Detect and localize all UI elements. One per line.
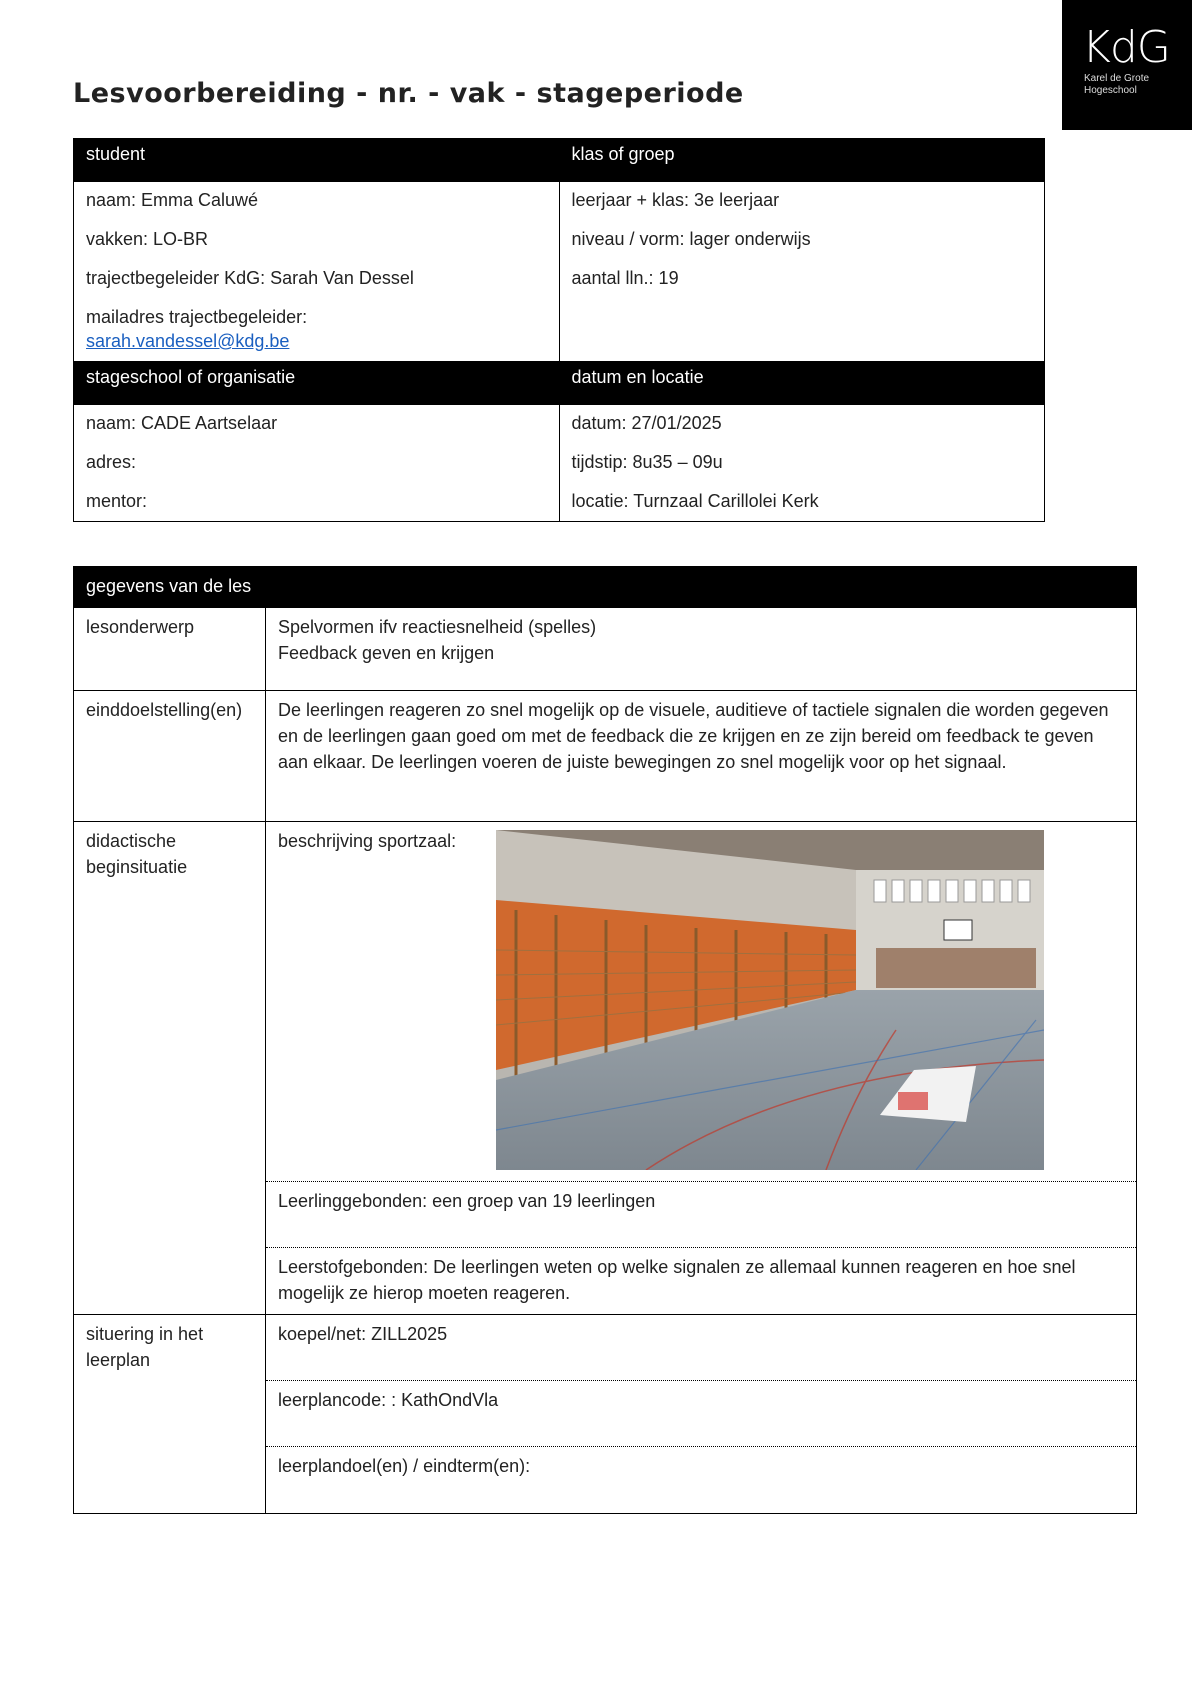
lesson-table bbox=[73, 566, 1137, 1514]
date-header: datum en locatie bbox=[559, 361, 1045, 405]
curriculum-goals: leerplandoel(en) / eindterm(en): bbox=[278, 1456, 531, 1476]
student-name: naam: Emma Caluwé bbox=[86, 190, 259, 210]
kdg-logo bbox=[1062, 0, 1192, 130]
subject-cell bbox=[266, 608, 1137, 691]
curriculum-cell bbox=[266, 1315, 1137, 1514]
lesson-date: datum: 27/01/2025 bbox=[571, 413, 722, 433]
subject-line-2: Feedback geven en krijgen bbox=[278, 643, 495, 663]
lesson-location: locatie: Turnzaal Carillolei Kerk bbox=[571, 491, 819, 511]
pupil-situation: Leerlinggebonden: een groep van 19 leerlingen bbox=[266, 1182, 1136, 1248]
school-name: naam: CADE Aartselaar bbox=[86, 413, 278, 433]
supervisor-mail-link[interactable]: sarah.vandessel@kdg.be bbox=[86, 331, 290, 351]
lesson-header: gegevens van de les bbox=[74, 567, 1137, 608]
goal-label: einddoelstelling(en) bbox=[74, 691, 266, 822]
school-header: stageschool of organisatie bbox=[74, 361, 560, 405]
student-cell bbox=[74, 182, 560, 361]
student-subjects: vakken: LO-BR bbox=[86, 229, 209, 249]
subject-line-1: Spelvormen ifv reactiesnelheid (spelles) bbox=[278, 617, 597, 637]
student-supervisor: trajectbegeleider KdG: Sarah Van Dessel bbox=[86, 268, 414, 288]
koepel-net: koepel/net: ZILL2025 bbox=[266, 1315, 1136, 1381]
group-level: niveau / vorm: lager onderwijs bbox=[571, 229, 811, 249]
goal-text: De leerlingen reageren zo snel mogelijk op de visuele, auditieve of tactiele signalen die worden gegeven en de leerlingen gaan goed om met de feedback die ze krijgen en ze zijn bereid om feedback te geven aan elkaar. De leerlingen voeren de juiste bewegingen zo snel mogelijk voor op het signaal. bbox=[266, 691, 1137, 822]
page-title: Lesvoorbereiding - nr. - vak - stageperiode bbox=[73, 78, 744, 109]
lesson-time: tijdstip: 8u35 – 09u bbox=[571, 452, 723, 472]
didactic-label: didactische beginsituatie bbox=[74, 822, 266, 1315]
info-table bbox=[73, 138, 1045, 522]
curriculum-label: situering in het leerplan bbox=[74, 1315, 266, 1514]
school-mentor: mentor: bbox=[86, 491, 148, 511]
content-situation: Leerstofgebonden: De leerlingen weten op welke signalen ze allemaal kunnen reageren en hoe snel mogelijk ze hierop moeten reageren. bbox=[278, 1257, 1076, 1303]
logo-subtitle: Karel de Grote Hogeschool bbox=[1084, 73, 1150, 96]
sports-hall-label: beschrijving sportzaal: bbox=[278, 831, 457, 851]
group-count: aantal lln.: 19 bbox=[571, 268, 679, 288]
school-address: adres: bbox=[86, 452, 137, 472]
group-cell bbox=[559, 182, 1045, 361]
didactic-cell bbox=[266, 822, 1137, 1315]
supervisor-mail-label: mailadres trajectbegeleider: bbox=[86, 307, 308, 327]
student-header: student bbox=[74, 138, 560, 182]
sports-hall-photo bbox=[496, 830, 1044, 1170]
school-cell bbox=[74, 405, 560, 522]
logo-mark: KdG bbox=[1082, 22, 1170, 73]
subject-label: lesonderwerp bbox=[74, 608, 266, 691]
group-year: leerjaar + klas: 3e leerjaar bbox=[571, 190, 780, 210]
curriculum-code: leerplancode: : KathOndVla bbox=[266, 1381, 1136, 1447]
date-cell bbox=[559, 405, 1045, 522]
group-header: klas of groep bbox=[559, 138, 1045, 182]
